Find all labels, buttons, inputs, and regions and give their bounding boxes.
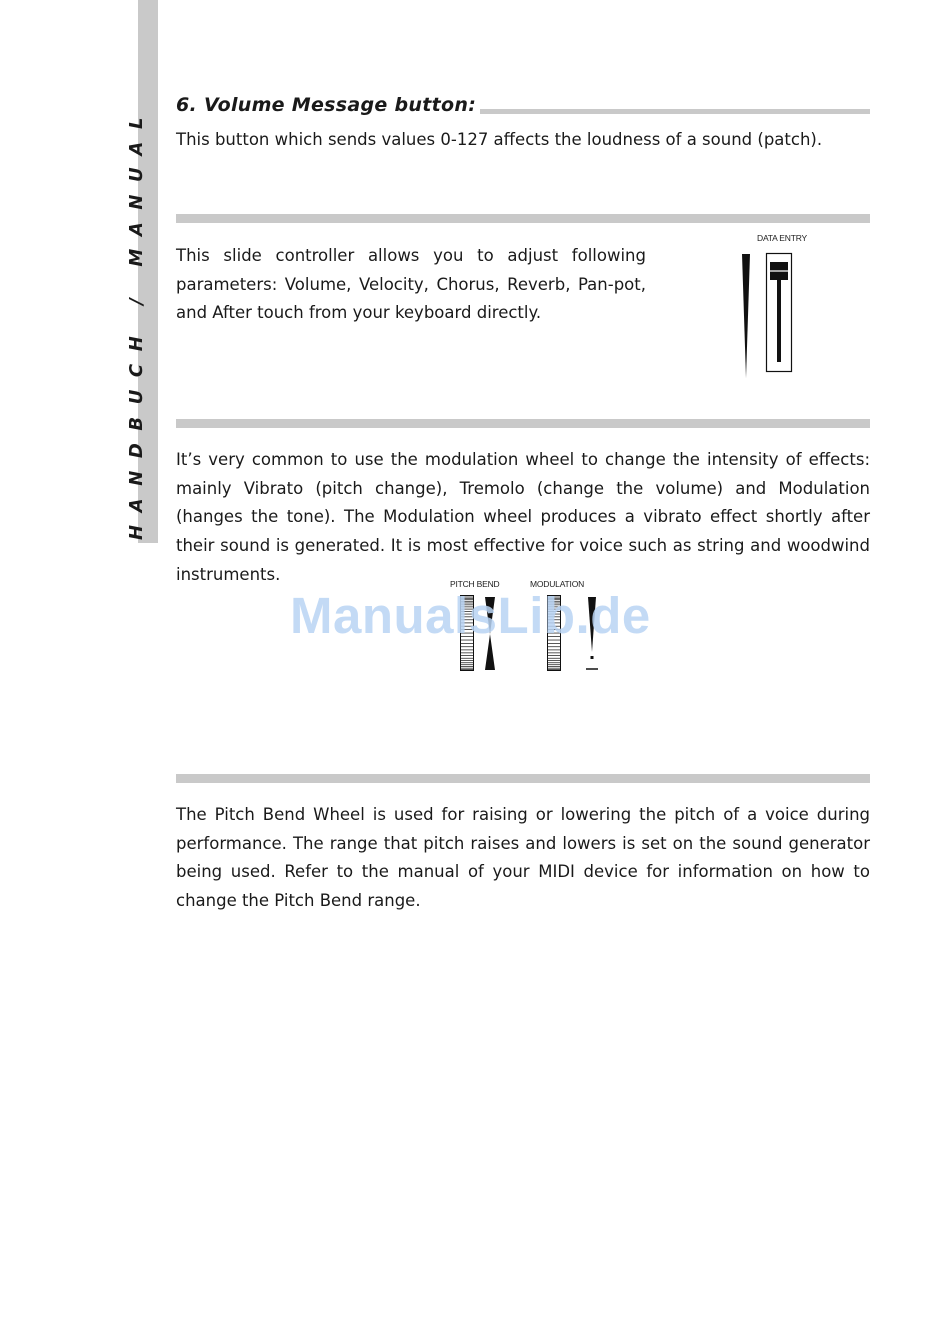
section-rule-3	[176, 774, 870, 783]
section-number: 6.	[176, 94, 198, 116]
data-entry-slider-figure	[735, 246, 805, 382]
margin-running-title: HANDBUCH / MANUAL	[126, 104, 147, 540]
section-rule-1	[176, 214, 870, 223]
data-entry-label: DATA ENTRY	[757, 233, 807, 243]
modulation-indicator-dot	[591, 656, 594, 659]
modulation-description: It’s very common to use the modulation wheel to change the intensity of effects: mainly Vibrato (pitch change), Tremolo (change the volume) and Modulation (hanges the tone). The Modulation wheel produces a vibrato effect shortly after their sound is generated. It is most effective for voice such as string and woodwind instruments.	[176, 450, 870, 584]
pitch-bend-label: PITCH BEND	[450, 579, 500, 589]
section-volume-heading	[176, 92, 480, 118]
pitch-bend-description: The Pitch Bend Wheel is used for raising or lowering the pitch of a voice during performance. The range that pitch raises and lowers is set on the sound generator being used. Refer to the manual of your MIDI device for information on how to change the Pitch Bend range.	[176, 805, 870, 911]
section-volume-heading-row	[176, 92, 870, 118]
modulation-label: MODULATION	[530, 579, 585, 589]
watermark: ManualsLib.de	[290, 587, 651, 644]
volume-description: This button which sends values 0-127 affects the loudness of a sound (patch).	[176, 130, 823, 149]
section-title: Volume Message button:	[203, 94, 477, 116]
section-rule-2	[176, 419, 870, 428]
slider-ramp-wedge	[742, 254, 750, 378]
slider-description: This slide controller allows you to adjust following parameters: Volume, Velocity, Chorus, Reverb, Pan-pot, and After touch from your keyboard directly.	[176, 246, 646, 323]
